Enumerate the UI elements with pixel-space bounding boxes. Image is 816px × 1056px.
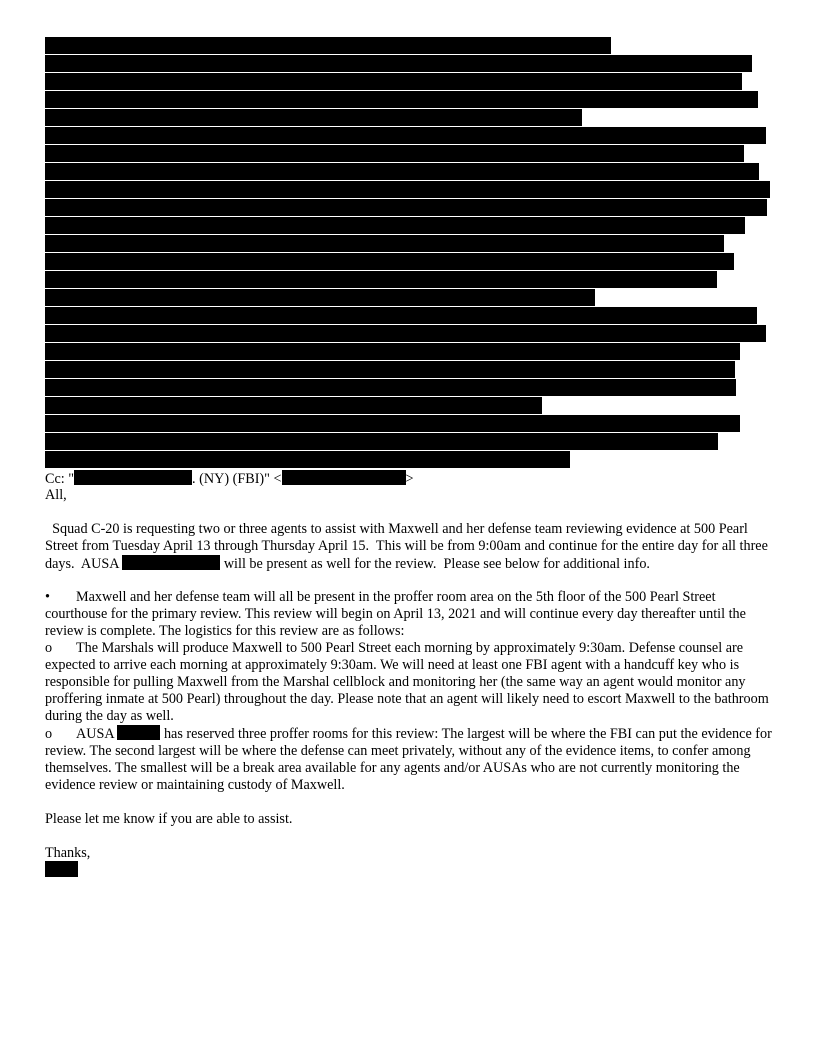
sub-bullet-icon: o	[45, 640, 53, 656]
redaction-bar	[45, 397, 542, 414]
redaction-bar	[45, 451, 570, 468]
redaction-bar	[45, 307, 757, 324]
cc-label: Cc: "	[45, 471, 75, 487]
redaction-bar	[45, 289, 595, 306]
redaction-bar	[45, 217, 745, 234]
redacted-cc-name	[74, 470, 192, 485]
intro-text-cont: will be present as well for the review. Please see below for additional info.	[220, 556, 650, 572]
redaction-bar	[45, 127, 766, 144]
redacted-signature	[45, 861, 78, 877]
sub-item-text: The Marshals will produce Maxwell to 500 Pearl Street each morning by approximately 9:30am. Defense counsel are expected to arrive each morning at approximately 9:30am. We will need at least one FBI agent with a handcuff key who is responsible for pulling Maxwell from the Marshal cellblock and monitoring her (the same way an agent would monitor any proffering inmate at 500 Pearl) throughout the day. Please note that an agent will likely need to escort Maxwell to the bathroom during the day as well.	[45, 640, 769, 724]
redaction-bar	[45, 379, 736, 396]
redaction-bar	[45, 325, 766, 342]
redaction-bar	[45, 37, 611, 54]
redaction-bar	[45, 181, 770, 198]
redacted-ausa-name	[117, 725, 160, 740]
redaction-bar	[45, 145, 744, 162]
bullet-text: Maxwell and her defense team will all be present in the proffer room area on the 5th floor of the 500 Pearl Street courthouse for the primary review. This review will begin on April 13, 2021 and will continue every day thereafter until the review is complete. The logistics for this review are as follows:	[45, 589, 746, 639]
cc-line	[45, 470, 414, 488]
sub-item-text-cont: has reserved three proffer rooms for this review: The largest will be where the FBI can put the evidence for review. The second largest will be where the defense can meet privately, without any of the evidence items, to confer among themselves. The smallest will be a break area available for any agents and/or AUSAs who are not currently monitoring the evidence review or maintaining custody of Maxwell.	[45, 726, 772, 793]
redaction-bar	[45, 433, 718, 450]
cc-org: . (NY) (FBI)" <	[192, 471, 282, 487]
redaction-bar	[45, 415, 740, 432]
cc-close: >	[405, 471, 414, 487]
redaction-bar	[45, 163, 759, 180]
redaction-bar	[45, 109, 582, 126]
intro-text: Squad C-20 is requesting two or three agents to assist with Maxwell and her defense team reviewing evidence at 500 Pearl Street from Tuesday April 13 through Thursday April 15. This will be from 9:00am and continue for the entire day for all three days. AUSA	[45, 521, 772, 572]
redaction-bar	[45, 361, 735, 378]
sub-bullet-icon: o	[45, 726, 53, 742]
redaction-bar	[45, 253, 734, 270]
salutation: All,	[45, 487, 67, 503]
bullet-item	[45, 589, 773, 640]
signoff: Thanks,	[45, 845, 91, 861]
bullet-icon: •	[45, 589, 50, 605]
redaction-bar	[45, 235, 724, 252]
sub-item-text: AUSA	[76, 726, 118, 742]
sub-item-rooms	[45, 725, 773, 794]
redaction-bar	[45, 55, 752, 72]
redacted-cc-email	[282, 470, 406, 485]
redaction-bar	[45, 73, 742, 90]
redaction-bar	[45, 199, 767, 216]
intro-paragraph	[45, 521, 773, 573]
redaction-bar	[45, 343, 740, 360]
redaction-bar	[45, 91, 758, 108]
sub-item-marshals	[45, 640, 773, 725]
redaction-bar	[45, 271, 717, 288]
redacted-ausa-name	[122, 555, 220, 570]
closing-line: Please let me know if you are able to assist.	[45, 811, 293, 827]
